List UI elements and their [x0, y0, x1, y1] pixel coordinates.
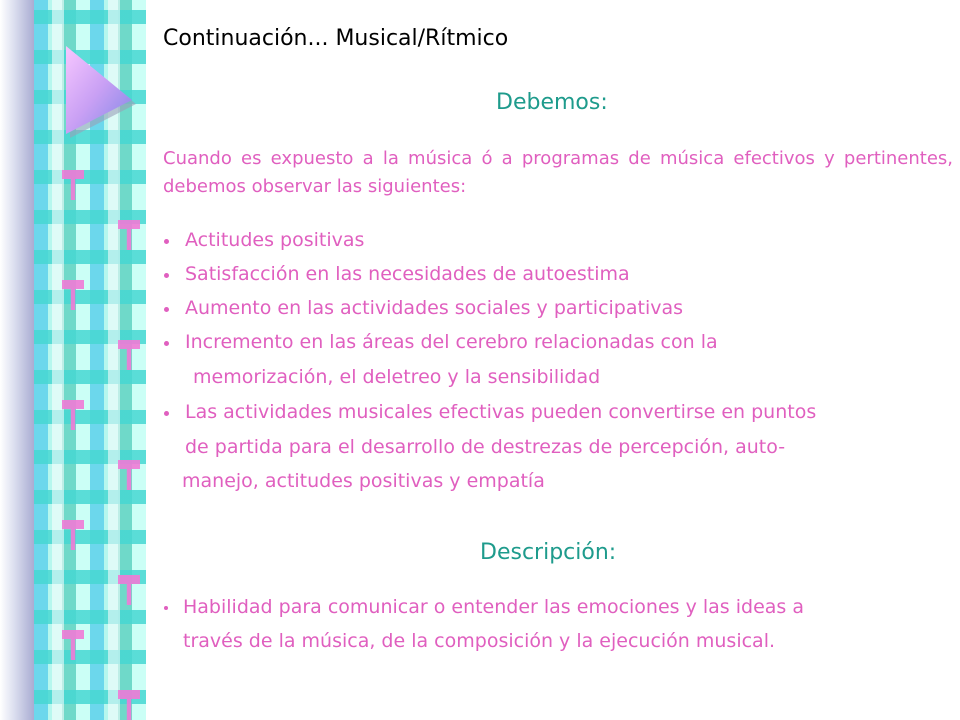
triangle-icon	[58, 40, 138, 140]
section-heading-debemos: Debemos:	[496, 90, 608, 115]
bullet-item: Habilidad para comunicar o entender las emociones y las ideas a	[183, 596, 804, 618]
bullet-marker	[164, 239, 169, 244]
bullet-item: Aumento en las actividades sociales y participativas	[185, 297, 684, 319]
bullet-item-continuation: manejo, actitudes positivas y empatía	[182, 470, 545, 492]
bullet-item-continuation: memorización, el deletreo y la sensibilidad	[193, 366, 601, 388]
bullet-item: Actitudes positivas	[185, 229, 365, 251]
bullet-marker	[164, 411, 169, 416]
bullet-marker	[164, 273, 169, 278]
left-gradient-shade	[0, 0, 34, 720]
intro-paragraph: Cuando es expuesto a la música ó a programas de música efectivos y pertinentes, debemos observar las siguientes:	[163, 148, 953, 197]
bullet-marker	[164, 606, 168, 610]
bullet-item: Satisfacción en las necesidades de autoestima	[185, 263, 630, 285]
bullet-item-continuation: través de la música, de la composición y la ejecución musical.	[183, 630, 776, 652]
bullet-item-continuation: de partida para el desarrollo de destrezas de percepción, auto-	[185, 436, 786, 458]
bullet-marker	[164, 307, 169, 312]
slide-title: Continuación... Musical/Rítmico	[163, 26, 509, 51]
section-heading-descripcion: Descripción:	[480, 540, 617, 565]
bullet-item: Las actividades musicales efectivas pueden convertirse en puntos	[185, 401, 817, 423]
bullet-marker	[164, 341, 169, 346]
bullet-item: Incremento en las áreas del cerebro relacionadas con la	[185, 331, 718, 353]
